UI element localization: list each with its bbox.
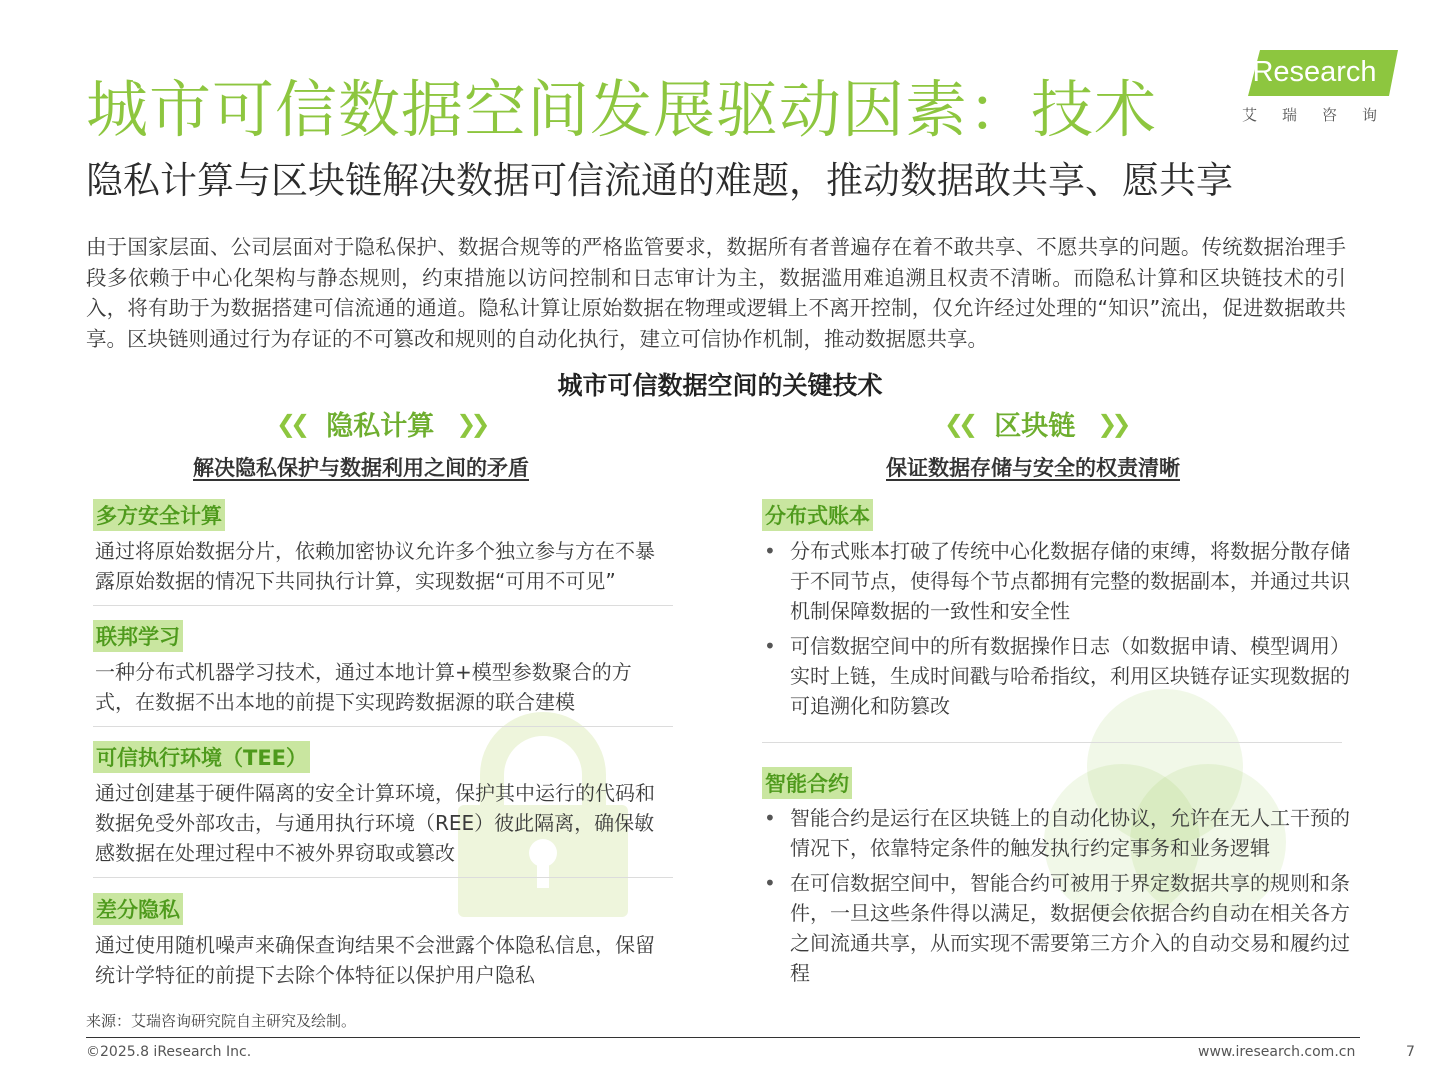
divider — [93, 726, 673, 727]
tag-distributed-ledger: 分布式账本 — [762, 499, 873, 531]
text-federated-learning: 一种分布式机器学习技术，通过本地计算+模型参数聚合的方式，在数据不出本地的前提下实现跨数据源的联合建模 — [95, 660, 632, 714]
bullet-item: • 分布式账本打破了传统中心化数据存储的束缚，将数据分散存储于不同节点，使得每个节点都拥有完整的数据副本，并通过共识机制保障数据的一致性和安全性 — [762, 536, 1350, 626]
bullet-item: • 智能合约是运行在区块链上的自动化协议，允许在无人工干预的情况下，依靠特定条件的触发执行约定事务和业务逻辑 — [762, 803, 1350, 863]
right-heading-label: 区块链 — [994, 411, 1076, 442]
page-number: 7 — [1406, 1044, 1415, 1060]
left-column-heading — [276, 404, 484, 443]
copyright: ©2025.8 iResearch Inc. — [86, 1044, 252, 1060]
footer-divider — [86, 1037, 1360, 1038]
tag-mpc: 多方安全计算 — [93, 499, 225, 531]
text-differential-privacy: 通过使用随机噪声来确保查询结果不会泄露个体隐私信息，保留统计学特征的前提下去除个体特征以保护用户隐私 — [95, 933, 655, 987]
website-link[interactable]: www.iresearch.com.cn — [1198, 1044, 1356, 1060]
page-subtitle: 隐私计算与区块链解决数据可信流通的难题，推动数据敢共享、愿共享 — [86, 159, 1233, 202]
tag-smart-contract: 智能合约 — [762, 767, 852, 799]
tag-federated-learning: 联邦学习 — [93, 620, 183, 652]
double-chevron-left-icon: ❮❮ — [276, 409, 305, 438]
divider — [93, 605, 673, 606]
right-column-heading — [944, 404, 1125, 443]
logo-text: iResearch — [1246, 56, 1377, 88]
divider — [762, 742, 1342, 743]
bullet-item: • 可信数据空间中的所有数据操作日志（如数据申请、模型调用）实时上链，生成时间戳与哈希指纹，利用区块链存证实现数据的可追溯化和防篡改 — [762, 631, 1350, 721]
tag-differential-privacy: 差分隐私 — [93, 893, 183, 925]
tag-tee: 可信执行环境（TEE） — [93, 741, 310, 773]
right-subheading: 保证数据存储与安全的权责清晰 — [886, 456, 1180, 480]
intro-paragraph: 由于国家层面、公司层面对于隐私保护、数据合规等的严格监管要求，数据所有者普遍存在着不敢共享、不愿共享的问题。传统数据治理手段多依赖于中心化架构与静态规则，约束措施以访问控制和日志审计为主，数据滥用难追溯且权责不清晰。而隐私计算和区块链技术的引入，将有助于为数据搭建可信流通的通道。隐私计算让原始数据在物理或逻辑上不离开控制，仅允许经过处理的“知识”流出，促进数据敢共享。区块链则通过行为存证的不可篡改和规则的自动化执行，建立可信协作机制，推动数据愿共享。 — [86, 235, 1346, 351]
bullet-item: • 在可信数据空间中，智能合约可被用于界定数据共享的规则和条件，一旦这些条件得以满足，数据便会依据合约自动在相关各方之间流通共享，从而实现不需要第三方介入的自动交易和履约过程 — [762, 868, 1350, 988]
double-chevron-right-icon: ❯❯ — [1097, 409, 1126, 438]
logo-subtext: 艾瑞咨询 — [1242, 106, 1403, 124]
divider — [93, 877, 673, 878]
page-title: 城市可信数据空间发展驱动因素：技术 — [86, 73, 1158, 146]
left-heading-label: 隐私计算 — [326, 411, 435, 442]
text-tee: 通过创建基于硬件隔离的安全计算环境，保护其中运行的代码和数据免受外部攻击，与通用执行环境（REE）彼此隔离，确保敏感数据在处理过程中不被外界窃取或篡改 — [95, 781, 655, 865]
left-subheading: 解决隐私保护与数据利用之间的矛盾 — [193, 456, 529, 480]
section-title: 城市可信数据空间的关键技术 — [557, 371, 883, 400]
text-mpc: 通过将原始数据分片，依赖加密协议允许多个独立参与方在不暴露原始数据的情况下共同执行计算，实现数据“可用不可见” — [95, 539, 655, 593]
source-note: 来源：艾瑞咨询研究院自主研究及绘制。 — [86, 1012, 357, 1030]
double-chevron-right-icon: ❯❯ — [456, 409, 485, 438]
double-chevron-left-icon: ❮❮ — [944, 409, 973, 438]
iresearch-logo — [1238, 48, 1403, 128]
